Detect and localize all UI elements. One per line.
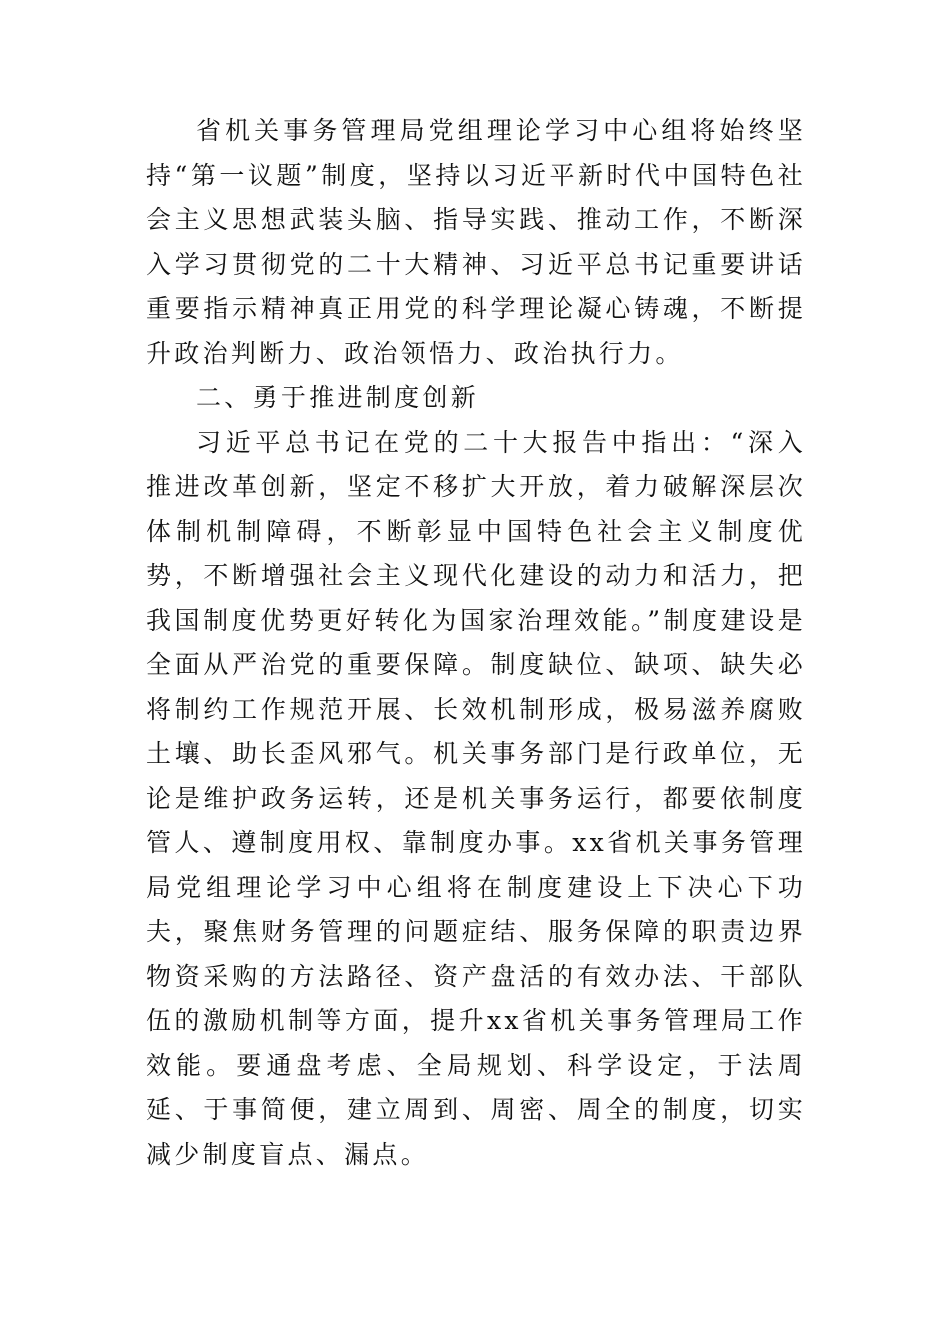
- document-body: [146, 109, 806, 1177]
- paragraph-institutional-innovation: 习近平总书记在党的二十大报告中指出：“深入推进改革创新，坚定不移扩大开放，着力破解深层次体制机制障碍，不断彰显中国特色社会主义制度优势，不断增强社会主义现代化建设的动力和活力，把我国制度优势更好转化为国家治理效能。”制度建设是全面从严治党的重要保障。制度缺位、缺项、缺失必将制约工作规范开展、长效机制形成，极易滋养腐败土壤、助长歪风邪气。机关事务部门是行政单位，无论是维护政务运转，还是机关事务运行，都要依制度管人、遵制度用权、靠制度办事。xx省机关事务管理局党组理论学习中心组将在制度建设上下决心下功夫，聚焦财务管理的问题症结、服务保障的职责边界物资采购的方法路径、资产盘活的有效办法、干部队伍的激励机制等方面，提升xx省机关事务管理局工作效能。要通盘考虑、全局规划、科学设定，于法周延、于事简便，建立周到、周密、周全的制度，切实减少制度盲点、漏点。: [146, 427, 806, 1169]
- section-heading-institutional-innovation: 二、勇于推进制度创新: [196, 383, 480, 412]
- paragraph-first-agenda: 省机关事务管理局党组理论学习中心组将始终坚持“第一议题”制度，坚持以习近平新时代中国特色社会主义思想武装头脑、指导实践、推动工作，不断深入学习贯彻党的二十大精神、习近平总书记重要讲话重要指示精神真正用党的科学理论凝心铸魂，不断提升政治判断力、政治领悟力、政治执行力。: [146, 116, 806, 368]
